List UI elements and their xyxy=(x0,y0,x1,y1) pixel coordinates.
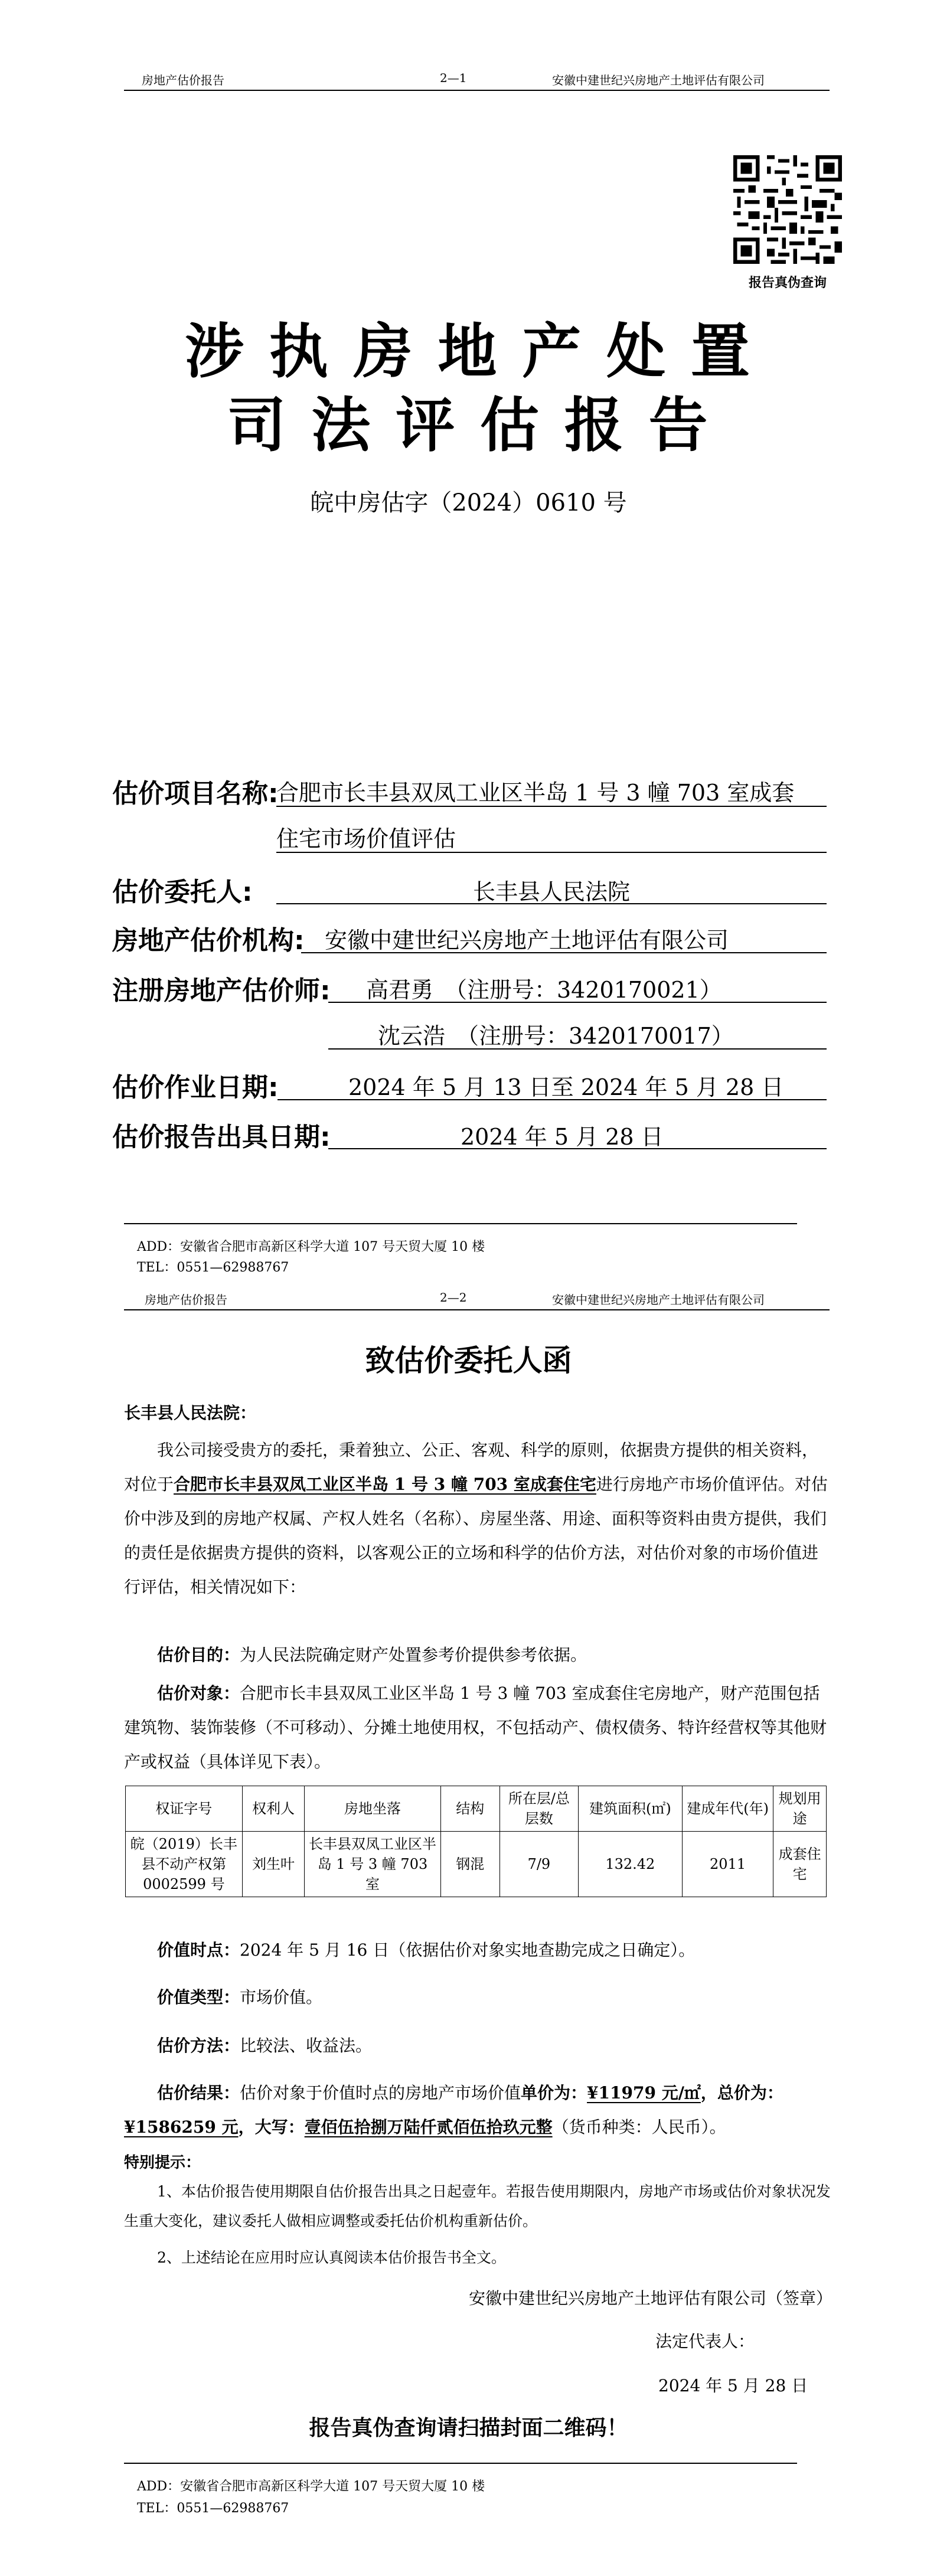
purpose-label: 估价目的： xyxy=(157,1645,240,1665)
report-title-line2: 司 法 评 估 报 告 xyxy=(227,390,710,460)
result-text: 估价对象于价值时点的房地产市场价值 xyxy=(240,2083,521,2103)
th-location: 房地坐落 xyxy=(305,1786,440,1832)
cell-owner: 刘生叶 xyxy=(242,1832,305,1897)
footer-tel: TEL：0551—62988767 xyxy=(137,2501,289,2516)
cell-structure: 钢混 xyxy=(440,1832,499,1897)
th-area: 建筑面积(㎡) xyxy=(578,1786,682,1832)
header-right: 安徽中建世纪兴房地产土地评估有限公司 xyxy=(552,1293,765,1307)
underline xyxy=(276,852,827,853)
appraiser-label: 注册房地产估价师: xyxy=(112,976,331,1006)
issue-date-value: 2024 年 5 月 28 日 xyxy=(461,1124,664,1150)
cell-floor: 7/9 xyxy=(499,1832,578,1897)
method-text: 比较法、收益法。 xyxy=(240,2036,373,2055)
header-rule xyxy=(124,1309,830,1310)
result-currency: （货币种类：人民币）。 xyxy=(552,2117,726,2137)
th-year: 建成年代(年) xyxy=(682,1786,773,1832)
agency-label: 房地产估价机构: xyxy=(112,926,305,956)
th-cert: 权证字号 xyxy=(126,1786,243,1832)
work-date-value: 2024 年 5 月 13 日至 2024 年 5 月 28 日 xyxy=(348,1074,784,1100)
result-label: 估价结果： xyxy=(157,2083,240,2103)
report-title-line1: 涉 执 房 地 产 处 置 xyxy=(185,316,752,386)
underline xyxy=(328,1048,827,1050)
method-paragraph xyxy=(124,2029,832,2063)
qr-caption: 报告真伪查询 xyxy=(748,275,827,290)
header-left: 房地产估价报告 xyxy=(145,1293,227,1307)
value-time-paragraph xyxy=(124,1933,832,1967)
footer-rule xyxy=(124,2463,797,2464)
appraiser-1: 高君勇 （注册号：3420170021） xyxy=(366,977,722,1003)
underline xyxy=(276,903,827,904)
result-total-value: ¥1586259 元 xyxy=(124,2117,239,2137)
footer-rule xyxy=(124,1223,797,1224)
value-time-label: 价值时点： xyxy=(157,1940,240,1960)
footer-address: ADD：安徽省合肥市高新区科学大道 107 号天贸大厦 10 楼 xyxy=(137,1240,485,1254)
value-type-text: 市场价值。 xyxy=(240,1987,323,2007)
intro-text-2: 进行房地产市场价值评估。对估价中涉及到的房地产权属、产权人姓名（名称）、房屋坐落、用途、面积等资料由贵方提供，我们的责任是依据贵方提供的资料，以客观公正的立场和科学的估价方法，对估价对象的市场价值进行评估，相关情况如下： xyxy=(124,1475,828,1597)
intro-text-1: 我公司接受贵方的委托，秉着独立、公正、客观、科学的原则，依据贵方提供的相关资料，对位于 xyxy=(124,1440,819,1494)
table-row xyxy=(126,1832,827,1897)
result-total-label: ，总价为： xyxy=(700,2083,783,2103)
intro-address: 合肥市长丰县双凤工业区半岛 1 号 3 幢 703 室成套住宅 xyxy=(174,1475,596,1494)
value-time-text: 2024 年 5 月 16 日（依据估价对象实地查勘完成之日确定）。 xyxy=(240,1940,696,1960)
footer-tel: TEL：0551—62988767 xyxy=(137,1260,289,1275)
th-floor: 所在层/总层数 xyxy=(499,1786,578,1832)
cell-year: 2011 xyxy=(682,1832,773,1897)
cell-area: 132.42 xyxy=(578,1832,682,1897)
underline xyxy=(276,806,827,807)
footer-address: ADD：安徽省合肥市高新区科学大道 107 号天贸大厦 10 楼 xyxy=(137,2479,485,2494)
object-paragraph xyxy=(124,1676,832,1779)
work-date-label: 估价作业日期: xyxy=(112,1073,279,1103)
issue-date-label: 估价报告出具日期: xyxy=(112,1122,331,1152)
agency-value: 安徽中建世纪兴房地产土地评估有限公司 xyxy=(325,927,729,953)
result-upper-label: ，大写： xyxy=(238,2117,305,2137)
result-unit-label: 单价为： xyxy=(521,2083,587,2103)
header-left: 房地产估价报告 xyxy=(142,73,224,87)
signature-company: 安徽中建世纪兴房地产土地评估有限公司（签章） xyxy=(468,2289,832,2308)
result-upper-value: 壹佰伍拾捌万陆仟贰佰伍拾玖元整 xyxy=(304,2117,553,2137)
salutation: 长丰县人民法院： xyxy=(124,1403,257,1423)
intro-paragraph xyxy=(124,1433,832,1604)
header-page-number: 2—1 xyxy=(440,71,467,85)
notice-2: 2、上述结论在应用时应认真阅读本估价报告书全文。 xyxy=(157,2249,506,2266)
underline xyxy=(328,1002,827,1003)
result-paragraph xyxy=(124,2076,832,2145)
cell-cert: 皖（2019）长丰县不动产权第 0002599 号 xyxy=(126,1832,243,1897)
qr-code-icon[interactable] xyxy=(733,155,842,264)
table-header-row xyxy=(126,1786,827,1832)
purpose-paragraph xyxy=(124,1638,832,1672)
signature-representative: 法定代表人： xyxy=(655,2332,755,2351)
header-right: 安徽中建世纪兴房地产土地评估有限公司 xyxy=(552,73,765,87)
underline xyxy=(328,1148,827,1149)
object-label: 估价对象： xyxy=(157,1683,240,1703)
notice-title: 特别提示： xyxy=(124,2154,201,2172)
verify-notice: 报告真伪查询请扫描封面二维码！ xyxy=(309,2415,628,2440)
method-label: 估价方法： xyxy=(157,2036,240,2055)
th-structure: 结构 xyxy=(440,1786,499,1832)
header-page-number: 2—2 xyxy=(440,1290,467,1305)
underline xyxy=(277,1099,827,1100)
signature-date: 2024 年 5 月 28 日 xyxy=(658,2376,808,2395)
header-rule xyxy=(124,90,830,91)
value-type-label: 价值类型： xyxy=(157,1987,240,2007)
letter-title: 致估价委托人函 xyxy=(365,1343,572,1378)
object-text: 合肥市长丰县双凤工业区半岛 1 号 3 幢 703 室成套住宅房地产，财产范围包括建筑物、装饰装修（不可移动）、分摊土地使用权，不包括动产、债权债务、特许经营权等其他财产或权益（具体详见下表）。 xyxy=(124,1683,827,1771)
project-name-value-line2: 住宅市场价值评估 xyxy=(276,826,456,852)
value-type-paragraph xyxy=(124,1980,832,2015)
report-number: 皖中房估字（2024）0610 号 xyxy=(310,489,627,516)
purpose-text: 为人民法院确定财产处置参考价提供参考依据。 xyxy=(240,1645,587,1665)
project-name-value-line1: 合肥市长丰县双凤工业区半岛 1 号 3 幢 703 室成套 xyxy=(276,780,795,806)
th-owner: 权利人 xyxy=(242,1786,305,1832)
property-table xyxy=(125,1786,827,1897)
project-name-label: 估价项目名称: xyxy=(112,779,279,809)
th-usage: 规划用途 xyxy=(773,1786,827,1832)
client-label: 估价委托人: xyxy=(112,877,253,907)
client-value: 长丰县人民法院 xyxy=(472,879,630,905)
underline xyxy=(301,952,827,953)
appraiser-2: 沈云浩 （注册号：3420170017） xyxy=(378,1023,734,1049)
result-unit-value: ¥11979 元/㎡ xyxy=(587,2083,701,2103)
notice-1: 1、本估价报告使用期限自估价报告出具之日起壹年。若报告使用期限内，房地产市场或估价对象状况发生重大变化，建议委托人做相应调整或委托估价机构重新估价。 xyxy=(124,2183,831,2230)
cell-usage: 成套住宅 xyxy=(773,1832,827,1897)
cell-location: 长丰县双凤工业区半岛 1 号 3 幢 703 室 xyxy=(305,1832,440,1897)
